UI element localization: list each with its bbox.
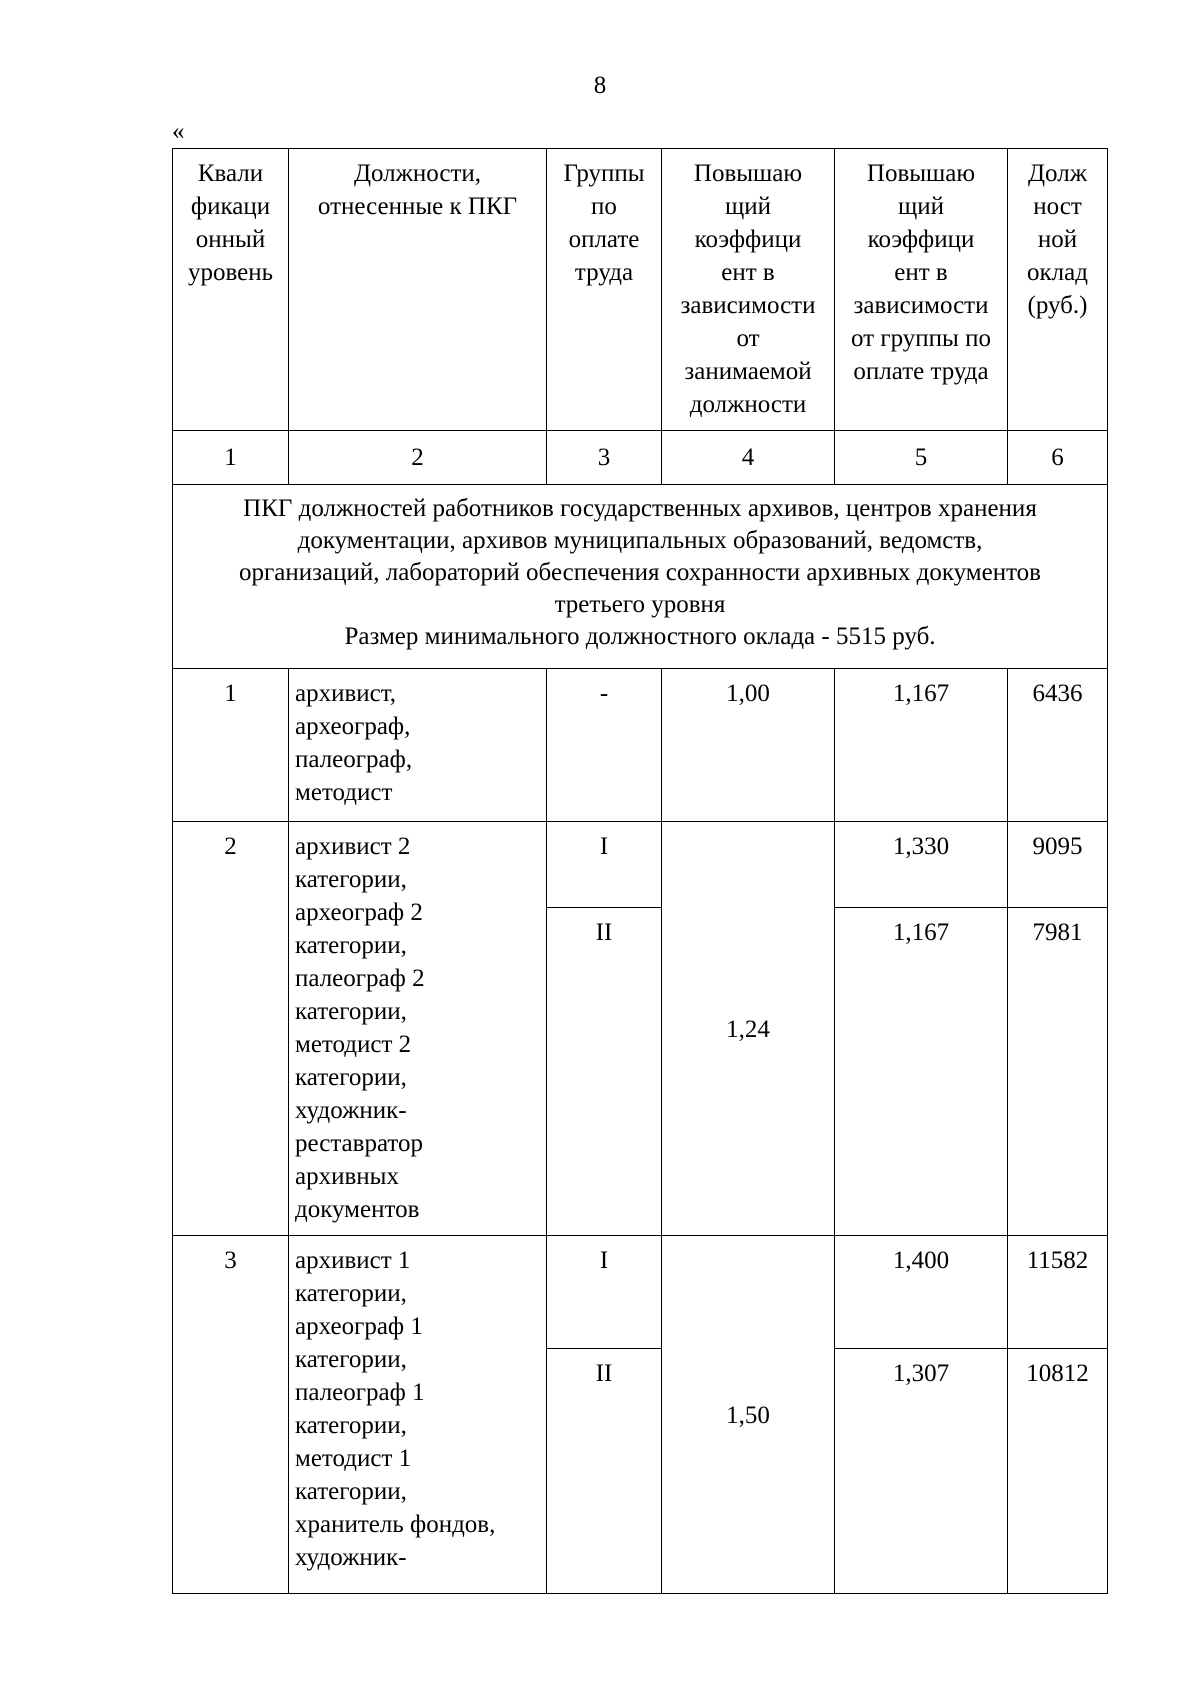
page-number: 8 [593,72,607,99]
table-row-level-2-group-1 [173,822,1108,908]
coef-position: 1,00 [662,669,835,822]
header-coef-group: Повышаю щий коэффици ент в зависимости от группы по оплате труда [835,149,1008,431]
header-salary: Долж ност ной оклад (руб.) [1008,149,1108,431]
salary: 11582 [1008,1236,1108,1349]
qualification-level: 2 [173,822,289,1236]
salary: 6436 [1008,669,1108,822]
coef-group: 1,330 [835,822,1008,908]
pay-group: II [547,908,662,1236]
column-number: 6 [1008,431,1108,485]
salary: 10812 [1008,1349,1108,1594]
header-qualification-level: Квали фикаци онный уровень [173,149,289,431]
table-row-level-1 [173,669,1108,822]
salary-table [172,148,1108,1594]
section-title-row [173,485,1108,669]
salary: 7981 [1008,908,1108,1236]
coef-group: 1,167 [835,669,1008,822]
column-number: 2 [289,431,547,485]
pay-group: I [547,822,662,908]
column-number: 1 [173,431,289,485]
positions-list: архивист, археограф, палеограф, методист [289,669,547,822]
pay-group: - [547,669,662,822]
header-positions: Должности, отнесенные к ПКГ [289,149,547,431]
coef-position: 1,24 [662,822,835,1236]
table-row-level-3-group-1 [173,1236,1108,1349]
column-number: 3 [547,431,662,485]
coef-position: 1,50 [662,1236,835,1594]
column-number: 4 [662,431,835,485]
opening-quote-mark: « [172,118,185,145]
positions-list: архивист 2 категории, археограф 2 категории, палеограф 2 категории, методист 2 категории, художник- реставратор архивных документов [289,822,547,1236]
qualification-level: 3 [173,1236,289,1594]
pay-group: I [547,1236,662,1349]
salary: 9095 [1008,822,1108,908]
coef-group: 1,400 [835,1236,1008,1349]
header-pay-groups: Группы по оплате труда [547,149,662,431]
header-coef-position: Повышаю щий коэффици ент в зависимости от занимаемой должности [662,149,835,431]
pay-group: II [547,1349,662,1594]
column-number-row [173,431,1108,485]
column-number: 5 [835,431,1008,485]
positions-list: архивист 1 категории, археограф 1 категории, палеограф 1 категории, методист 1 категории, хранитель фондов, художник- [289,1236,547,1594]
coef-group: 1,307 [835,1349,1008,1594]
qualification-level: 1 [173,669,289,822]
table-header-row [173,149,1108,431]
coef-group: 1,167 [835,908,1008,1236]
section-title: ПКГ должностей работников государственных архивов, центров хранения документации, архивов муниципальных образований, ведомств, организаций, лабораторий обеспечения сохранности архивных документов третьего уровня Размер минимального должностного оклада - 5515 руб. [173,485,1108,669]
